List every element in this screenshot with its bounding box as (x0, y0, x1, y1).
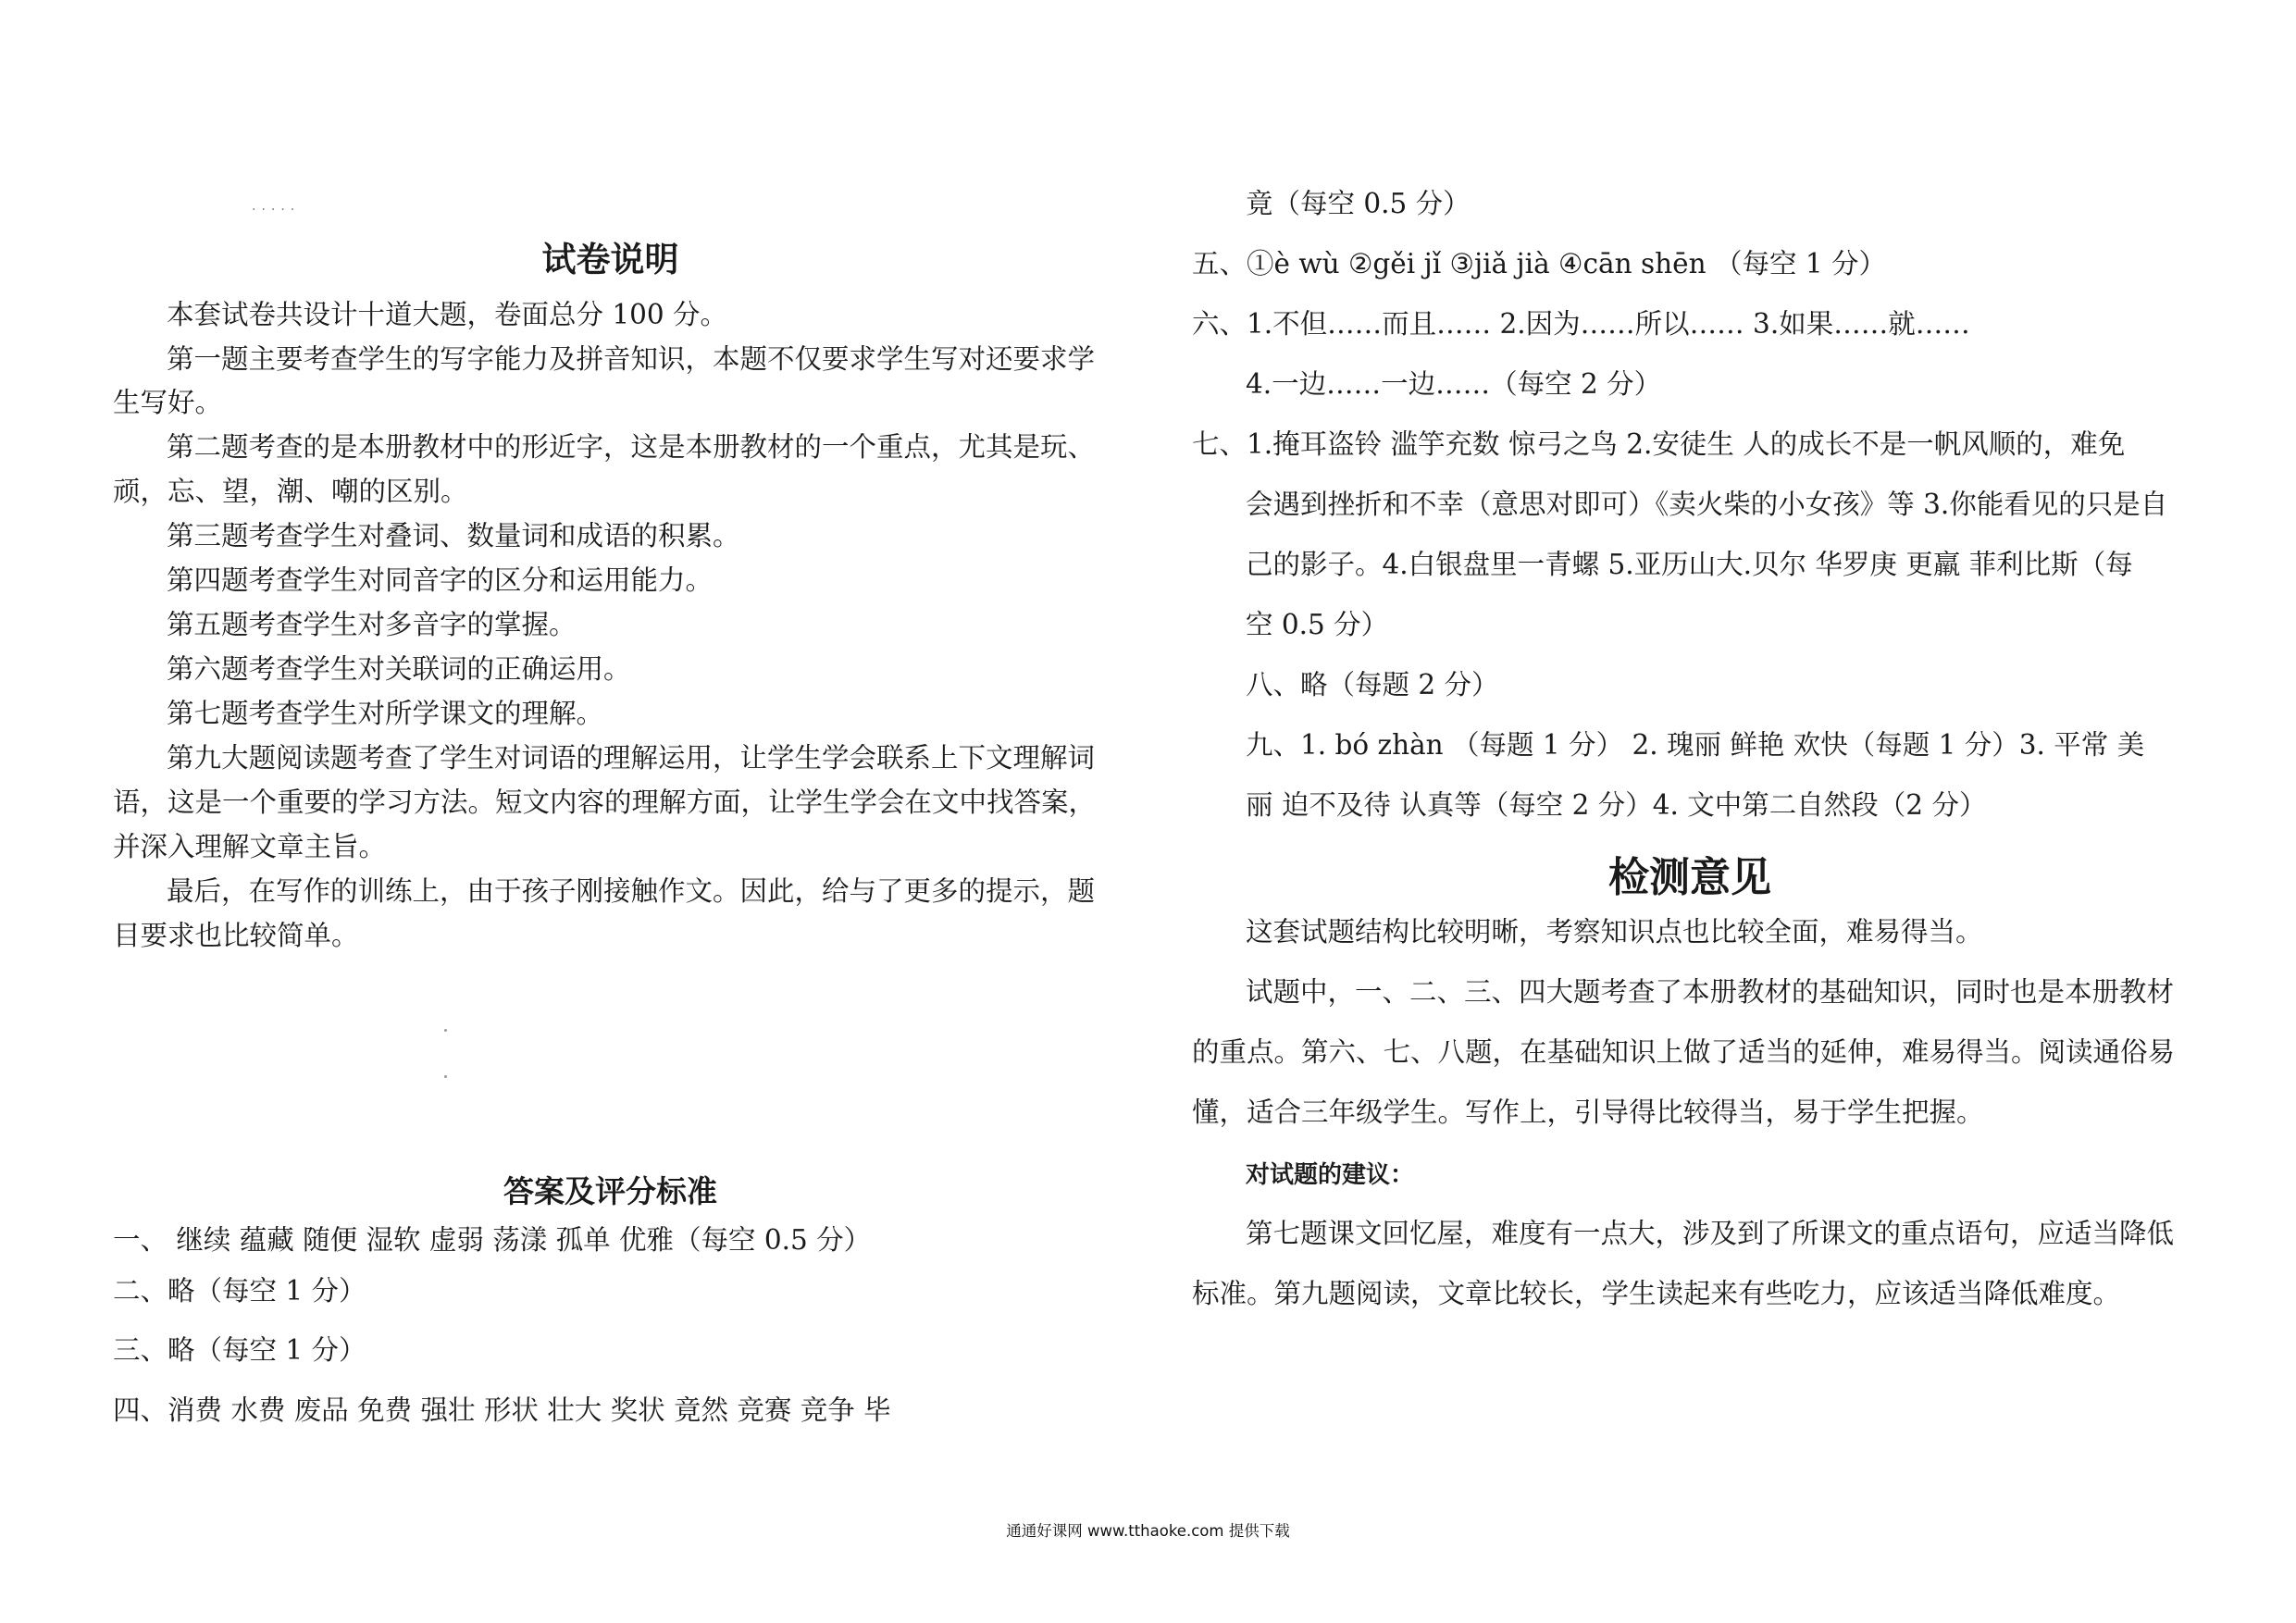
notes-line: 第三题考查学生对叠词、数量词和成语的积累。 (167, 520, 740, 551)
answer-line: 六、1.不但……而且…… 2.因为……所以…… 3.如果……就…… (1192, 308, 1970, 340)
notes-line: 第二题考查的是本册教材中的形近字，这是本册教材的一个重点，尤其是玩、 (167, 431, 1096, 463)
answer-line: 三、略（每空 1 分） (113, 1334, 366, 1366)
answer-line: 七、1.掩耳盗铃 滥竽充数 惊弓之鸟 2.安徒生 人的成长不是一帆风顺的，难免 (1192, 428, 2126, 460)
decorative-dots: ..... (252, 199, 301, 214)
notes-line: 第五题考查学生对多音字的掌握。 (167, 609, 577, 640)
scan-speck (444, 1029, 447, 1032)
answer-line: 一、 继续 蕴藏 随便 湿软 虚弱 荡漾 孤单 优雅（每空 0.5 分） (113, 1224, 872, 1256)
answer-line: 竟（每空 0.5 分） (1246, 188, 1471, 219)
notes-line: 第一题主要考查学生的写字能力及拼音知识，本题不仅要求学生写对还要求学 (167, 343, 1096, 375)
opinion-line: 这套试题结构比较明晰，考察知识点也比较全面，难易得当。 (1246, 916, 1983, 948)
notes-line: 并深入理解文章主旨。 (113, 831, 387, 862)
opinion-line: 懂，适合三年级学生。写作上，引导得比较得当，易于学生把握。 (1192, 1096, 1984, 1128)
answer-line: 丽 迫不及待 认真等（每空 2 分）4. 文中第二自然段（2 分） (1246, 789, 1987, 821)
answers-title: 答案及评分标准 (503, 1173, 717, 1209)
answer-line: 己的影子。4.白银盘里一青螺 5.亚历山大.贝尔 华罗庚 更羸 菲利比斯（每 (1246, 549, 2133, 580)
notes-line: 第七题考查学生对所学课文的理解。 (167, 698, 604, 729)
answer-line: 九、1. bó zhàn （每题 1 分） 2. 瑰丽 鲜艳 欢快（每题 1 分）3. 平常 美 (1246, 729, 2145, 761)
answer-line: 空 0.5 分） (1246, 609, 1389, 640)
answer-line: 五、①è wù ②gěi jǐ ③jiǎ jià ④cān shēn （每空 1 分） (1192, 248, 1886, 279)
answer-line: 会遇到挫折和不幸（意思对即可）《卖火柴的小女孩》等 3.你能看见的只是自 (1246, 489, 2168, 520)
exam-notes-title: 试卷说明 (541, 239, 679, 279)
notes-line: 顽，忘、望，潮、嘲的区别。 (113, 476, 468, 507)
notes-line: 生写好。 (113, 387, 223, 418)
suggestion-line: 标准。第九题阅读，文章比较长，学生读起来有些吃力，应该适当降低难度。 (1192, 1278, 2121, 1309)
notes-line: 语，这是一个重要的学习方法。短文内容的理解方面，让学生学会在文中找答案， (113, 787, 1097, 818)
footer-credit: 通通好课网 www.tthaoke.com 提供下载 (1006, 1522, 1290, 1540)
notes-line: 目要求也比较简单。 (113, 920, 359, 951)
opinion-line: 的重点。第六、七、八题，在基础知识上做了适当的延伸，难易得当。阅读通俗易 (1192, 1036, 2176, 1068)
answer-line: 四、消费 水费 废品 免费 强壮 形状 壮大 奖状 竟然 竞赛 竞争 毕 (113, 1394, 891, 1426)
scan-speck (444, 1075, 447, 1078)
opinion-line: 试题中，一、二、三、四大题考查了本册教材的基础知识，同时也是本册教材 (1246, 976, 2175, 1008)
notes-line: 第九大题阅读题考查了学生对词语的理解运用，让学生学会联系上下文理解词 (167, 742, 1096, 774)
answer-line: 八、略（每题 2 分） (1246, 669, 1499, 700)
answer-line: 4.一边……一边……（每空 2 分） (1246, 368, 1662, 400)
suggestion-heading: 对试题的建议： (1246, 1161, 1415, 1189)
opinion-title: 检测意见 (1608, 854, 1771, 901)
notes-line: 第四题考查学生对同音字的区分和运用能力。 (167, 564, 714, 596)
suggestion-line: 第七题课文回忆屋，难度有一点大，涉及到了所课文的重点语句，应适当降低 (1246, 1218, 2175, 1249)
notes-line: 最后，在写作的训练上，由于孩子刚接触作文。因此，给与了更多的提示，题 (167, 875, 1096, 907)
notes-line: 本套试卷共设计十道大题，卷面总分 100 分。 (167, 299, 728, 330)
answer-line: 二、略（每空 1 分） (113, 1275, 366, 1307)
notes-line: 第六题考查学生对关联词的正确运用。 (167, 653, 631, 685)
